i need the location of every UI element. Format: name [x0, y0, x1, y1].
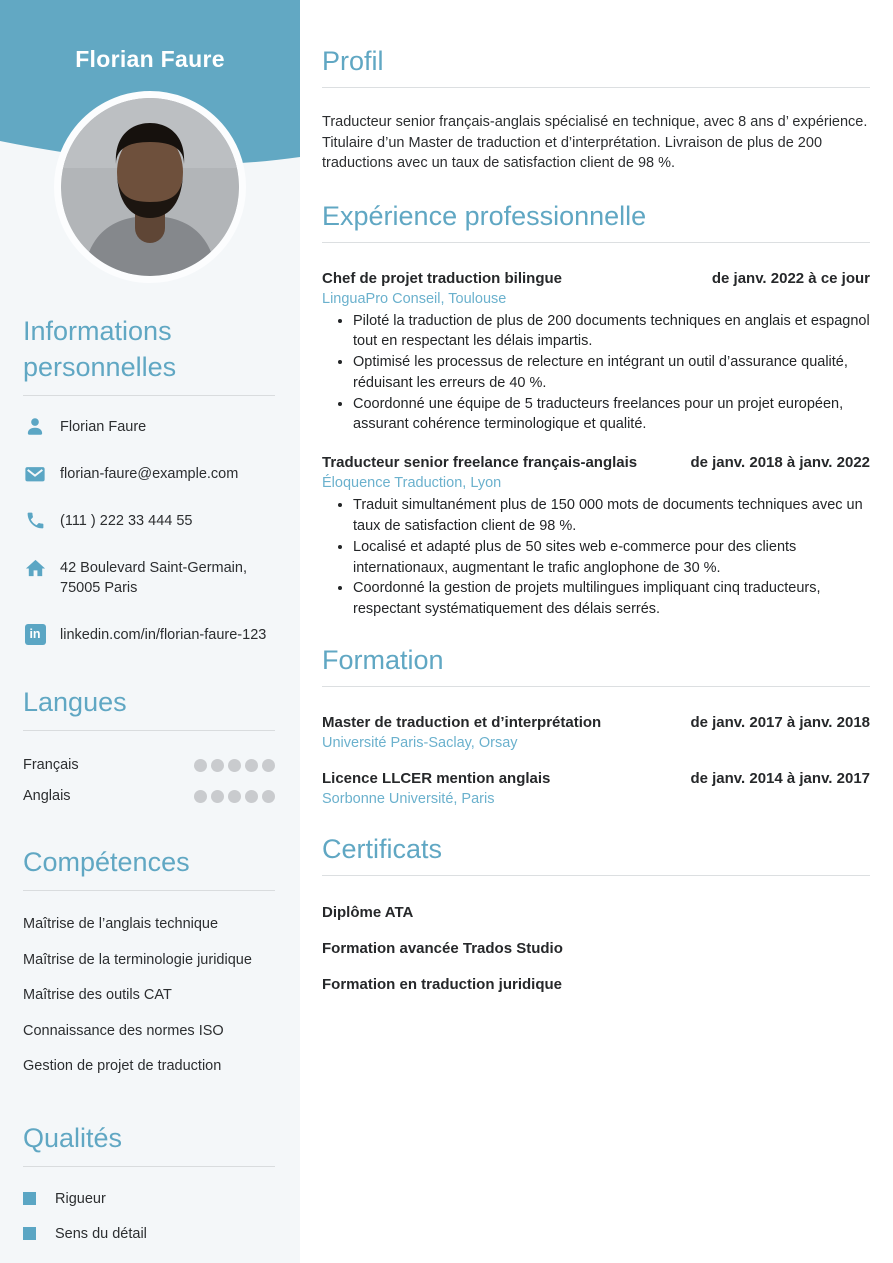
level-dot [245, 759, 258, 772]
job-dates: de janv. 2022 à ce jour [711, 269, 870, 287]
section-languages [23, 684, 275, 804]
skill-item: Connaissance des normes ISO [23, 1022, 224, 1039]
degree-name: Licence LLCER mention anglais [322, 770, 551, 788]
level-dot [228, 790, 241, 803]
section-certificates [322, 834, 870, 995]
contact-email: florian-faure@example.com [60, 466, 239, 482]
contact-linkedin: linkedin.com/in/florian-faure-123 [60, 626, 267, 643]
list-item [23, 556, 275, 599]
language-level-dots [194, 790, 275, 803]
job-bullet: • Piloté la traduction de plus de 200 documents techniques en anglais et espagnol tout en respectant les délais impartis. [353, 311, 870, 353]
list-item [23, 415, 275, 438]
certificates-title: Certificats [322, 834, 870, 876]
level-dot [194, 790, 207, 803]
level-dot [228, 759, 241, 772]
contact-address: 42 Boulevard Saint-Germain, 75005 Paris [60, 559, 247, 596]
job-company: Éloquence Traduction, Lyon [322, 475, 502, 492]
level-dot [245, 790, 258, 803]
experience-entry-header [322, 268, 870, 289]
square-bullet-icon [23, 1227, 36, 1240]
experience-entry [322, 268, 870, 436]
sidebar-body [0, 313, 300, 1245]
job-bullet-list [322, 495, 870, 620]
education-title: Formation [322, 645, 870, 687]
certificate-item: Formation en traduction juridique [322, 976, 562, 994]
list-item [23, 509, 275, 532]
section-skills [23, 844, 275, 1077]
quality-label: Sens du détail [55, 1226, 147, 1242]
job-bullet-list [322, 311, 870, 436]
education-entry [322, 768, 870, 810]
person-icon [23, 415, 47, 438]
section-qualities [23, 1120, 275, 1245]
personal-info-list [23, 415, 275, 645]
certificate-item: Formation avancée Trados Studio [322, 940, 563, 958]
section-profile [322, 46, 870, 174]
degree-dates: de janv. 2017 à janv. 2018 [690, 714, 870, 732]
envelope-icon [23, 462, 47, 485]
contact-phone: (111 ) 222 33 444 55 [60, 513, 193, 529]
degree-dates: de janv. 2014 à janv. 2017 [690, 770, 870, 788]
profile-photo [54, 91, 246, 283]
section-experience [322, 201, 870, 621]
language-label: Anglais [23, 788, 71, 804]
skill-item: Maîtrise de la terminologie juridique [23, 951, 252, 968]
job-company: LinguaPro Conseil, Toulouse [322, 290, 507, 307]
section-personal-info [23, 313, 275, 645]
qualities-title: Qualités [23, 1120, 275, 1167]
section-education [322, 645, 870, 810]
education-entry [322, 712, 870, 754]
school-name: Sorbonne Université, Paris [322, 791, 495, 808]
square-bullet-icon [23, 1192, 36, 1205]
level-dot [262, 790, 275, 803]
quality-item [23, 1224, 275, 1245]
experience-title: Expérience professionnelle [322, 201, 870, 243]
list-item [23, 623, 275, 646]
job-bullet: • Optimisé les processus de relecture en intégrant un outil d’assurance qualité, réduisant les erreurs de 40 %. [353, 352, 870, 394]
level-dot [262, 759, 275, 772]
languages-title: Langues [23, 684, 275, 731]
quality-label: Rigueur [55, 1190, 106, 1207]
education-entry-header [322, 712, 870, 733]
job-bullet: • Localisé et adapté plus de 50 sites web e-commerce pour des clients internationaux, augmentant le trafic anglophone de 30 %. [353, 537, 870, 579]
job-bullet: • Coordonné une équipe de 5 traducteurs freelances pour un projet européen, assurant cohérence terminologique et qualité. [353, 394, 870, 436]
job-role: Chef de projet traduction bilingue [322, 269, 562, 287]
quality-item [23, 1189, 275, 1210]
experience-entry [322, 452, 870, 620]
degree-name: Master de traduction et d’interprétation [322, 714, 602, 732]
profile-summary: Traducteur senior français-anglais spécialisé en technique, avec 8 ans d’ expérience. Titulaire d’un Master de traduction et d’interprétation. Livraison de plus de 200 traductions avec un taux de satisfaction client de 98 %. [322, 114, 868, 171]
personal-info-title: Informations personnelles [23, 313, 275, 396]
main-content [300, 0, 893, 1263]
sidebar-hero [0, 0, 300, 292]
certificate-item: Diplôme ATA [322, 904, 414, 922]
job-role: Traducteur senior freelance français-anglais [322, 454, 638, 472]
language-label: Français [23, 757, 79, 773]
language-row [23, 757, 275, 773]
education-entry-header [322, 768, 870, 789]
job-dates: de janv. 2018 à janv. 2022 [690, 454, 870, 472]
level-dot [194, 759, 207, 772]
list-item [23, 462, 275, 485]
skills-title: Compétences [23, 844, 275, 891]
job-bullet: • Coordonné la gestion de projets multilingues impliquant cinq traducteurs, respectant systématiquement des délais serrés. [353, 578, 870, 620]
skill-item: Maîtrise de l’anglais technique [23, 916, 219, 932]
level-dot [211, 759, 224, 772]
contact-name: Florian Faure [60, 419, 147, 435]
job-bullet: • Traduit simultanément plus de 150 000 mots de documents techniques avec un taux de satisfaction client de 98 %. [353, 495, 870, 537]
skill-item: Maîtrise des outils CAT [23, 987, 172, 1003]
language-row [23, 788, 275, 804]
experience-entry-header [322, 452, 870, 473]
phone-icon [23, 509, 47, 531]
profile-title: Profil [322, 46, 870, 88]
language-level-dots [194, 759, 275, 772]
school-name: Université Paris-Saclay, Orsay [322, 735, 518, 752]
skill-item: Gestion de projet de traduction [23, 1058, 222, 1074]
candidate-name: Florian Faure [75, 46, 225, 72]
level-dot [211, 790, 224, 803]
linkedin-icon: in [23, 623, 47, 645]
sidebar [0, 0, 300, 1263]
home-icon [23, 556, 47, 580]
